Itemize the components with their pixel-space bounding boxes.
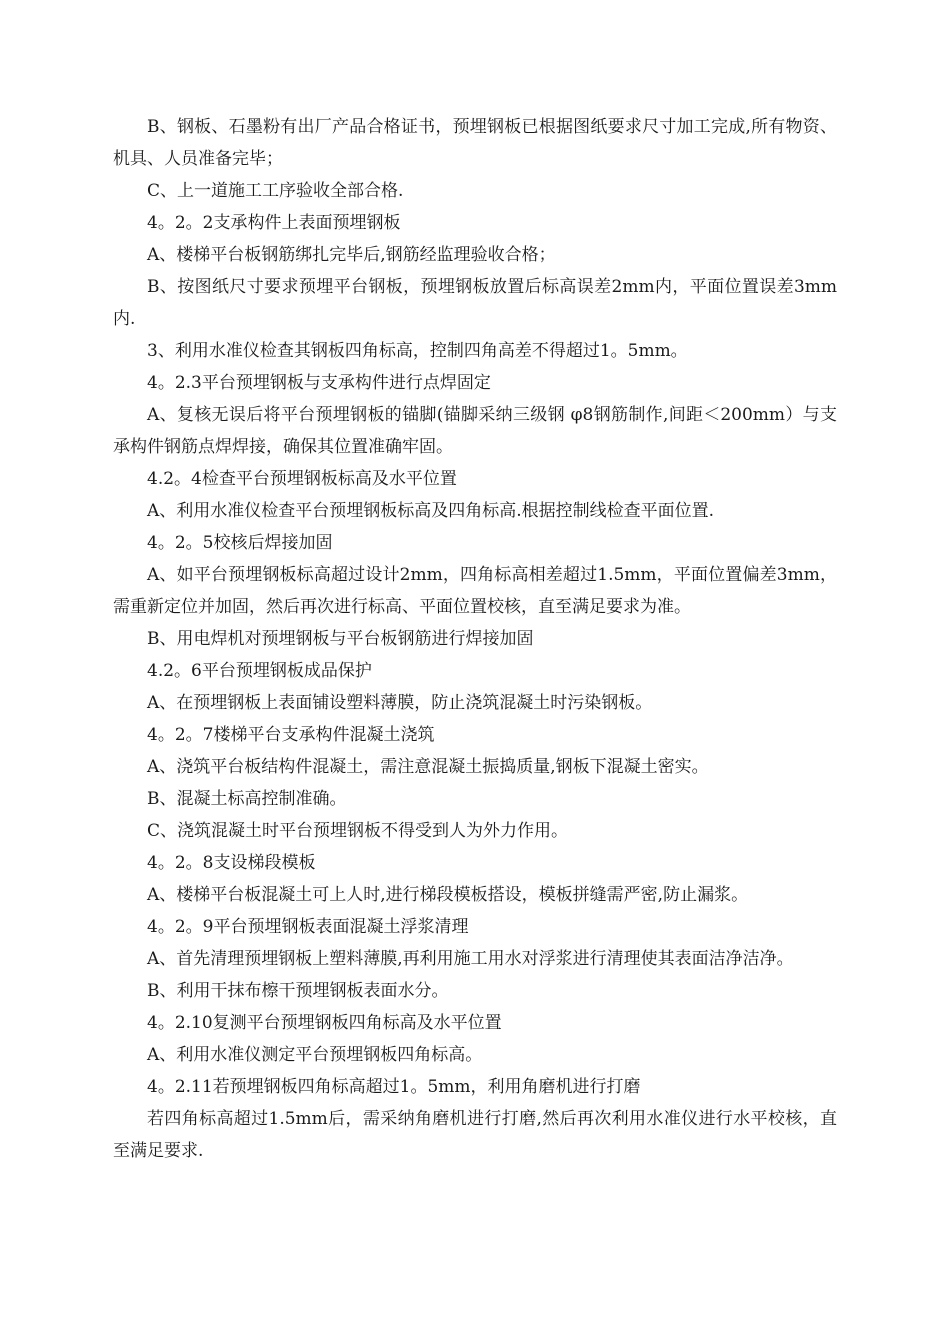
- paragraph: A、复核无误后将平台预埋钢板的锚脚(锚脚采纳三级钢 φ8钢筋制作,间距＜200mm）与支承构件钢筋点焊焊接，确保其位置准确牢固。: [113, 405, 837, 457]
- section-heading: 4。2。2支承构件上表面预埋钢板: [147, 213, 401, 233]
- paragraph: A、如平台预埋钢板标高超过设计2mm，四角标高相差超过1.5mm，平面位置偏差3mm，需重新定位并加固，然后再次进行标高、平面位置校核，直至满足要求为准。: [113, 565, 837, 617]
- section-heading: 4。2.11若预埋钢板四角标高超过1。5mm，利用角磨机进行打磨: [147, 1077, 641, 1097]
- paragraph: A、在预埋钢板上表面铺设塑料薄膜，防止浇筑混凝土时污染钢板。: [147, 693, 653, 713]
- paragraph: B、用电焊机对预埋钢板与平台板钢筋进行焊接加固: [147, 629, 534, 649]
- paragraph: 3、利用水准仪检查其钢板四角标高，控制四角高差不得超过1。5mm。: [147, 341, 688, 361]
- paragraph: 若四角标高超过1.5mm后，需采纳角磨机进行打磨,然后再次利用水准仪进行水平校核，直至满足要求.: [113, 1109, 837, 1161]
- paragraph: C、上一道施工工序验收全部合格.: [147, 181, 404, 201]
- paragraph: A、首先清理预埋钢板上塑料薄膜,再利用施工用水对浮浆进行清理使其表面洁净洁净。: [147, 949, 794, 969]
- section-heading: 4。2。8支设梯段模板: [147, 853, 316, 873]
- paragraph: A、利用水准仪测定平台预埋钢板四角标高。: [147, 1045, 483, 1065]
- section-heading: 4。2。7楼梯平台支承构件混凝土浇筑: [147, 725, 435, 745]
- section-heading: 4。2.3平台预埋钢板与支承构件进行点焊固定: [147, 373, 491, 393]
- paragraph: B、利用干抹布檫干预埋钢板表面水分。: [147, 981, 449, 1001]
- document-page: [113, 111, 837, 1167]
- paragraph: B、按图纸尺寸要求预埋平台钢板，预埋钢板放置后标高误差2mm内，平面位置误差3mm内.: [113, 277, 837, 329]
- paragraph: A、利用水准仪检查平台预埋钢板标高及四角标高.根据控制线检查平面位置.: [147, 501, 715, 521]
- section-heading: 4.2。4检查平台预埋钢板标高及水平位置: [147, 469, 457, 489]
- paragraph: B、钢板、石墨粉有出厂产品合格证书，预埋钢板已根据图纸要求尺寸加工完成,所有物资、机具、人员准备完毕；: [113, 117, 837, 169]
- paragraph: C、浇筑混凝土时平台预埋钢板不得受到人为外力作用。: [147, 821, 569, 841]
- section-heading: 4.2。6平台预埋钢板成品保护: [147, 661, 372, 681]
- section-heading: 4。2.10复测平台预埋钢板四角标高及水平位置: [147, 1013, 502, 1033]
- paragraph: A、楼梯平台板混凝土可上人时,进行梯段模板搭设，模板拼缝需严密,防止漏浆。: [147, 885, 749, 905]
- paragraph: A、楼梯平台板钢筋绑扎完毕后,钢筋经监理验收合格；: [147, 245, 556, 265]
- paragraph: A、浇筑平台板结构件混凝土，需注意混凝土振捣质量,钢板下混凝土密实。: [147, 757, 709, 777]
- section-heading: 4。2。9平台预埋钢板表面混凝土浮浆清理: [147, 917, 469, 937]
- section-heading: 4。2。5校核后焊接加固: [147, 533, 333, 553]
- paragraph: B、混凝土标高控制准确。: [147, 789, 347, 809]
